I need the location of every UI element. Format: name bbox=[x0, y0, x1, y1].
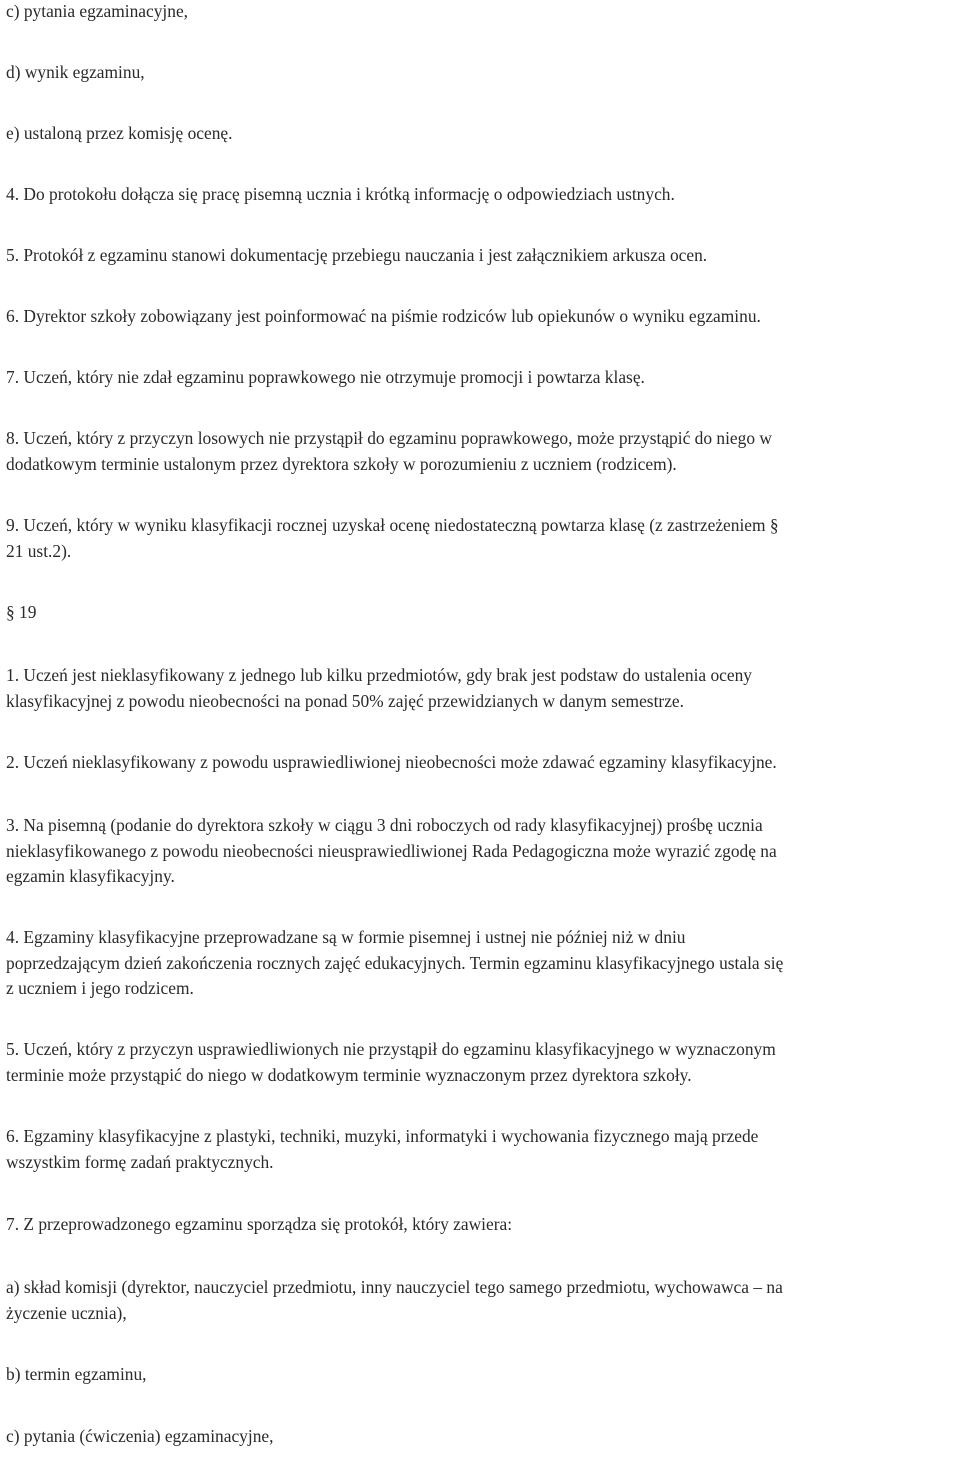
section-19-paragraph-6: 6. Egzaminy klasyfikacyjne z plastyki, techniki, muzyki, informatyki i wychowania fizycznego mają przede wszystkim formę zadań praktycznych. bbox=[6, 1126, 759, 1172]
list-item-c: c) pytania egzaminacyjne, bbox=[6, 1, 189, 21]
paragraph-6: 6. Dyrektor szkoły zobowiązany jest poinformować na piśmie rodziców lub opiekunów o wyniku egzaminu. bbox=[6, 306, 761, 326]
list-item-d: d) wynik egzaminu, bbox=[6, 62, 145, 82]
paragraph-4: 4. Do protokołu dołącza się pracę pisemną ucznia i krótką informację o odpowiedziach ustnych. bbox=[6, 184, 675, 204]
section-19-list-item-b: b) termin egzaminu, bbox=[6, 1364, 147, 1384]
section-19-paragraph-1: 1. Uczeń jest nieklasyfikowany z jednego lub kilku przedmiotów, gdy brak jest podstaw do ustalenia oceny klasyfikacyjnej z powodu nieobecności na ponad 50% zajęć przewidzianych w danym semestrze. bbox=[6, 665, 752, 711]
list-item-e: e) ustaloną przez komisję ocenę. bbox=[6, 123, 233, 143]
paragraph-5: 5. Protokół z egzaminu stanowi dokumentację przebiegu nauczania i jest załącznikiem arkusza ocen. bbox=[6, 245, 708, 265]
section-heading-19: § 19 bbox=[6, 602, 37, 622]
paragraph-9: 9. Uczeń, który w wyniku klasyfikacji rocznej uzyskał ocenę niedostateczną powtarza klasę (z zastrzeżeniem § 21 ust.2). bbox=[6, 515, 779, 561]
section-19-list-item-c: c) pytania (ćwiczenia) egzaminacyjne, bbox=[6, 1426, 274, 1446]
section-19-paragraph-3: 3. Na pisemną (podanie do dyrektora szkoły w ciągu 3 dni roboczych od rady klasyfikacyjnej) prośbę ucznia nieklasyfikowanego z powodu nieobecności nieusprawiedliwionej Rada Pedagogiczna może wyrazić zgodę na egzamin klasyfikacyjny. bbox=[6, 815, 777, 886]
section-19-paragraph-7: 7. Z przeprowadzonego egzaminu sporządza się protokół, który zawiera: bbox=[6, 1214, 513, 1234]
paragraph-7: 7. Uczeń, który nie zdał egzaminu poprawkowego nie otrzymuje promocji i powtarza klasę. bbox=[6, 367, 645, 387]
section-19-paragraph-2: 2. Uczeń nieklasyfikowany z powodu usprawiedliwionej nieobecności może zdawać egzaminy klasyfikacyjne. bbox=[6, 752, 777, 772]
section-19-paragraph-4: 4. Egzaminy klasyfikacyjne przeprowadzane są w formie pisemnej i ustnej nie później niż w dniu poprzedzającym dzień zakończenia rocznych zajęć edukacyjnych. Termin egzaminu klasyfikacyjnego ustala się z uczniem i jego rodzicem. bbox=[6, 927, 784, 998]
section-19-list-item-a: a) skład komisji (dyrektor, nauczyciel przedmiotu, inny nauczyciel tego samego przedmiotu, wychowawca – na życzenie ucznia), bbox=[6, 1277, 783, 1323]
section-19-paragraph-5: 5. Uczeń, który z przyczyn usprawiedliwionych nie przystąpił do egzaminu klasyfikacyjnego w wyznaczonym terminie może przystąpić do niego w dodatkowym terminie wyznaczonym przez dyrektora szkoły. bbox=[6, 1039, 776, 1085]
paragraph-8: 8. Uczeń, który z przyczyn losowych nie przystąpił do egzaminu poprawkowego, może przystąpić do niego w dodatkowym terminie ustalonym przez dyrektora szkoły w porozumieniu z uczniem (rodzicem). bbox=[6, 428, 772, 474]
